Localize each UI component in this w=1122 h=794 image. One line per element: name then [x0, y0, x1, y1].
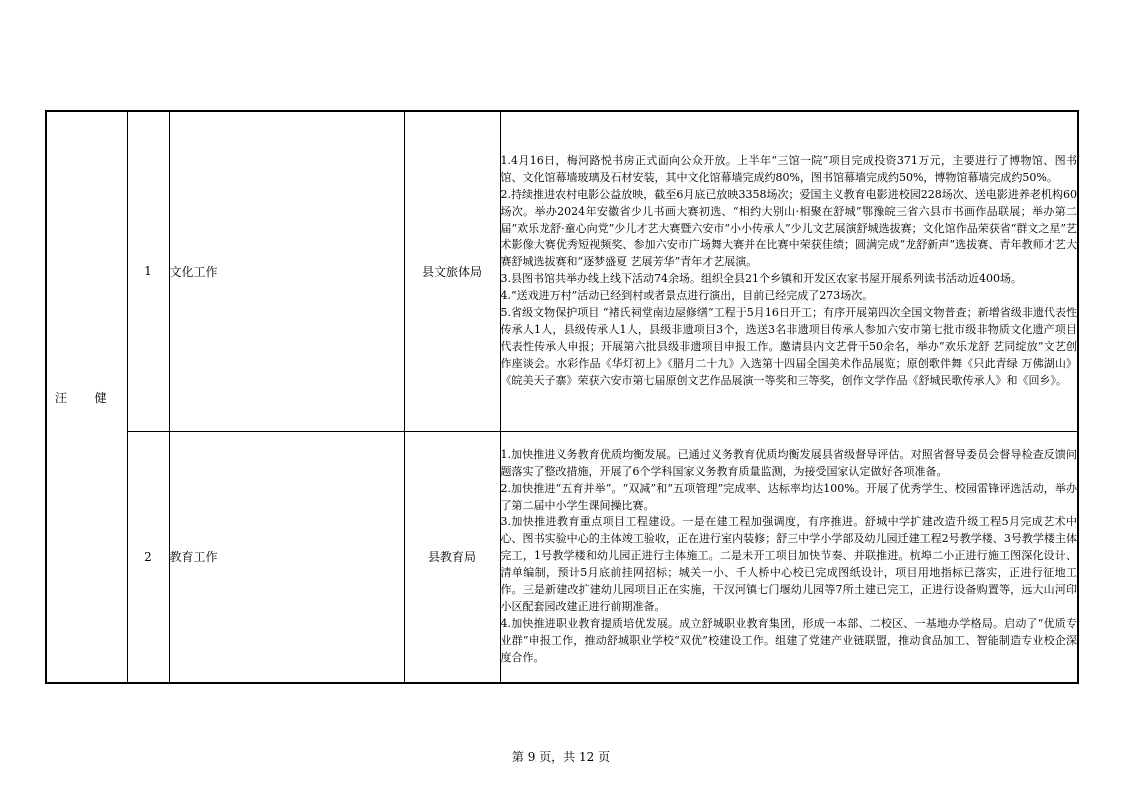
row-number: 1 [127, 111, 169, 431]
work-progress [500, 431, 1078, 683]
responsible-person: 汪 健 [46, 111, 127, 683]
progress-paragraph: 2.持续推进农村电影公益放映，截至6月底已放映3358场次；爱国主义教育电影进校园228场次、送电影进养老机构60场次。举办2024年安徽省少儿书画大赛初选、“相约大别山·相聚在舒城”鄂豫皖三省六县市书画作品联展；举办第二届“欢乐龙舒·童心向党”少儿才艺大赛暨六安市“小小传承人”少儿文艺展演舒城选拔赛；文化馆作品荣获省“群文之星”艺术影像大赛优秀短视频奖、参加六安市广场舞大赛并在比赛中荣获佳绩；圆满完成“龙舒新声”选拔赛、青年教师才艺大赛舒城选拔赛和“逐梦盛夏 艺展芳华”青年才艺展演。 [500, 187, 1077, 269]
progress-paragraph: 3.加快推进教育重点项目工程建设。一是在建工程加强调度，有序推进。舒城中学扩建改造升级工程5月完成艺术中心、图书实验中心的主体竣工验收，正在进行室内装修；舒三中学小学部及幼儿园迁建工程2号教学楼、3号教学楼主体完工，1号教学楼和幼儿园正进行主体施工。二是未开工项目加快节奏、并联推进。杭埠二小正进行施工图深化设计、清单编制，预计5月底前挂网招标；城关一小、千人桥中心校已完成图纸设计，项目用地指标已落实，正进行征地工作。三是新建改扩建幼儿园项目正在实施，干汊河镇七门堰幼儿园等7所土建已完工，正进行设备购置等，远大山河印小区配套园改建正进行前期准备。 [500, 515, 1077, 614]
work-report-table [45, 110, 1079, 684]
row-number: 2 [127, 431, 169, 683]
progress-paragraph: 5.省级文物保护项目 “褚氏祠堂南边屋修缮”工程于5月16日开工；有序开展第四次全国文物普查；新增省级非遗代表性传承人1人，县级传承人1人，县级非遗项目3个，选送3名非遗项目传承人参加六安市第七批市级非物质文化遗产项目代表性传承人申报；开展第六批县级非遗项目申报工作。邀请县内文艺骨干50余名，举办“欢乐龙舒 艺同绽放”文艺创作座谈会。水彩作品《华灯初上》《腊月二十九》入选第十四届全国美术作品展览；原创歌伴舞《只此青绿 万佛湖山》《皖美天子寨》荣获六安市第七届原创文艺作品展演一等奖和三等奖，创作文学作品《舒城民歌传承人》和《回乡》。 [500, 306, 1077, 387]
responsible-unit: 县教育局 [404, 431, 500, 683]
table-row [46, 111, 1078, 431]
table-row [46, 431, 1078, 683]
responsible-unit: 县文旅体局 [404, 111, 500, 431]
page-number: 第 9 页，共 12 页 [511, 750, 611, 764]
work-progress [500, 111, 1078, 431]
progress-paragraph: 4.“送戏进万村”活动已经到村或者景点进行演出，目前已经完成了273场次。 [500, 289, 874, 303]
progress-paragraph: 1.加快推进义务教育优质均衡发展。已通过义务教育优质均衡发展县省级督导评估。对照省督导委员会督导检查反馈问题落实了整改措施，开展了6个学科国家义务教育质量监测，为接受国家认定做好各项准备。 [500, 447, 1077, 478]
progress-paragraph: 1.4月16日，梅河路悦书房正式面向公众开放。上半年“三馆一院”项目完成投资371万元，主要进行了博物馆、图书馆、文化馆幕墙玻璃及石材安装，其中文化馆幕墙完成约80%，图书馆幕墙完成约50%，博物馆幕墙完成约50%。 [500, 153, 1077, 184]
progress-paragraph: 4.加快推进职业教育提质培优发展。成立舒城职业教育集团，形成一本部、二校区、一基地办学格局。启动了“优质专业群”申报工作，推动舒城职业学校“双优”校建设工作。组建了党建产业链联盟，推动食品加工、智能制造专业校企深度合作。 [500, 616, 1077, 664]
progress-paragraph: 3.县图书馆共举办线上线下活动74余场。组织全县21个乡镇和开发区农家书屋开展系列读书活动近400场。 [500, 272, 1022, 286]
work-item: 文化工作 [169, 111, 404, 431]
work-item: 教育工作 [169, 431, 404, 683]
progress-paragraph: 2.加快推进“五育并举”。“双减”和“五项管理”完成率、达标率均达100%。开展了优秀学生、校园雷锋评选活动，举办了第二届中小学生课间操比赛。 [500, 481, 1077, 512]
